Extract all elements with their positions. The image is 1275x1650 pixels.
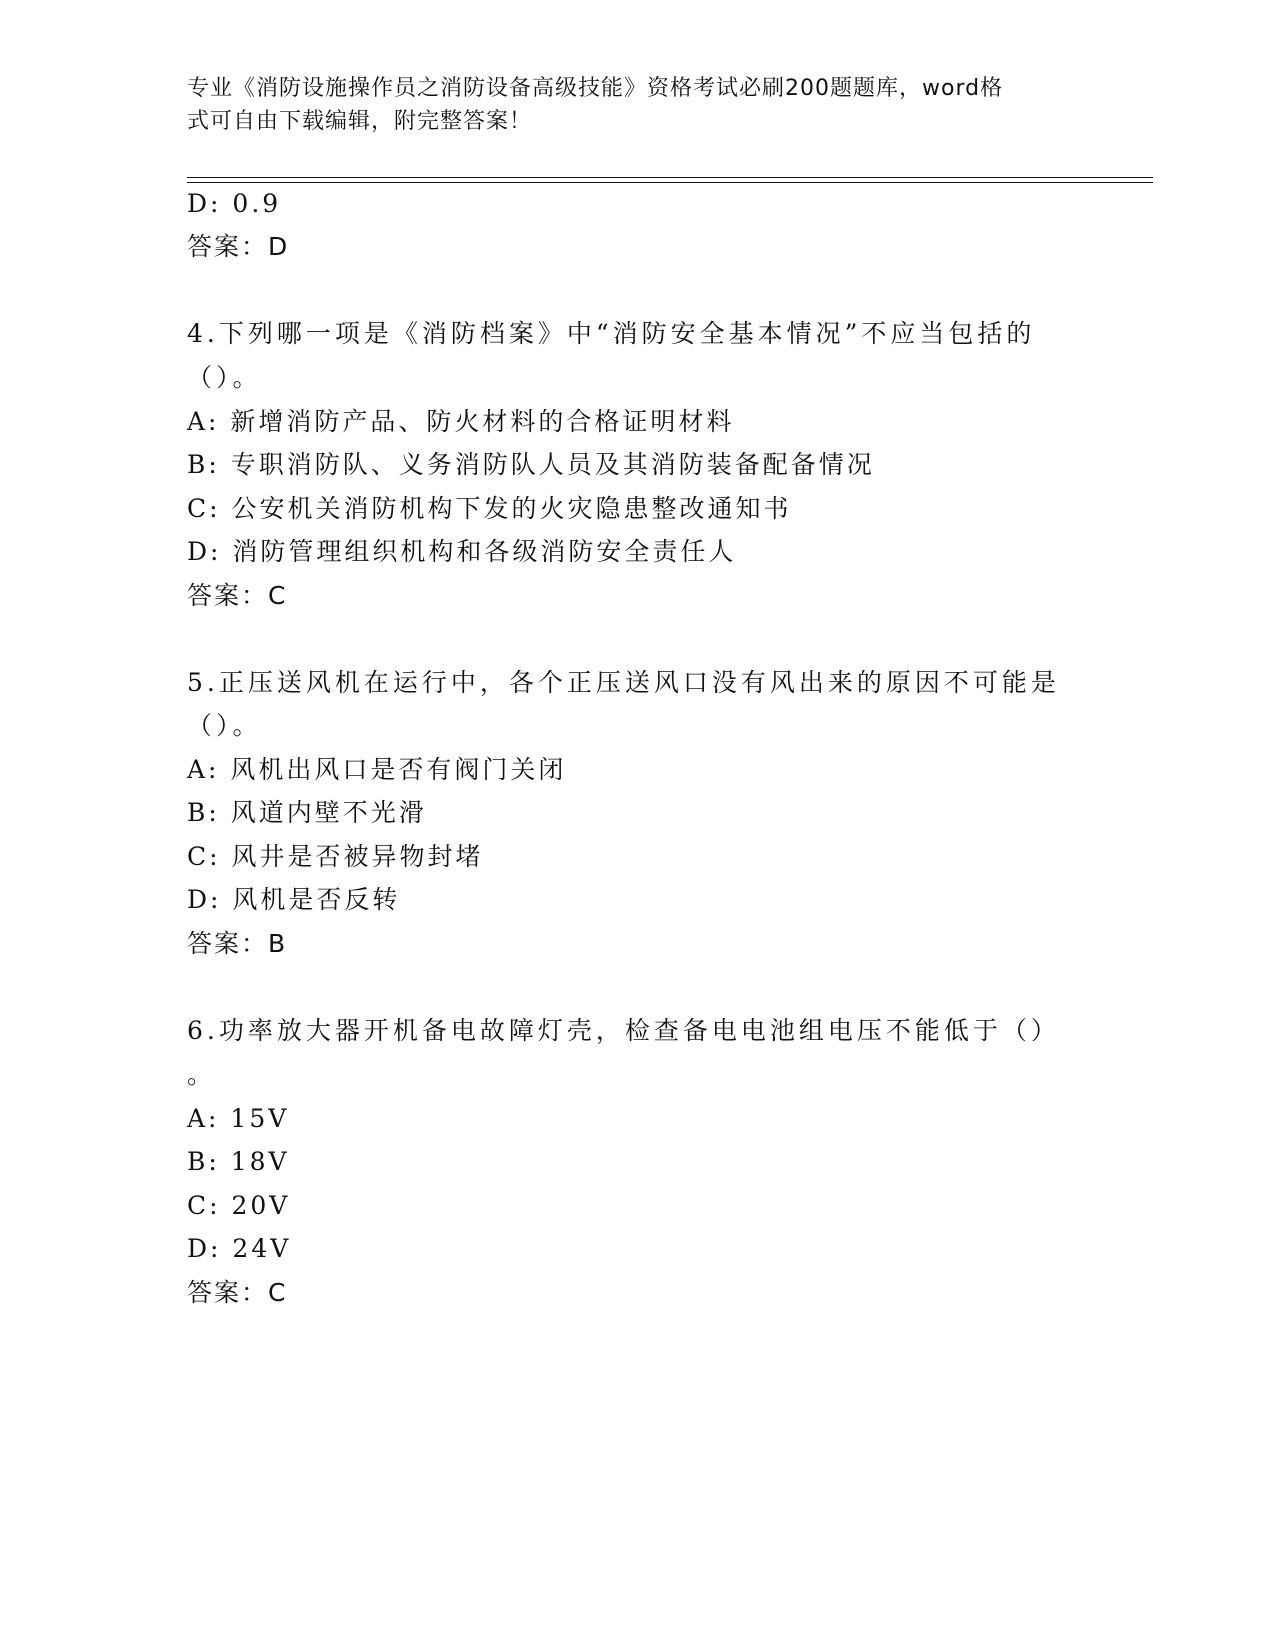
- header-divider-top: [187, 177, 1153, 178]
- prev-option-d: D: 0.9: [187, 189, 282, 218]
- q5-option-a: A: 风机出风口是否有阀门关闭: [187, 755, 567, 784]
- q6-option-b: B: 18V: [187, 1147, 290, 1176]
- q5-stem-line2: （）。: [187, 711, 262, 740]
- q5-option-c: C: 风井是否被异物封堵: [187, 842, 484, 871]
- q5-stem-line1: 5.正压送风机在运行中，各个正压送风口没有风出来的原因不可能是: [187, 668, 1060, 697]
- q6-option-a: A: 15V: [187, 1104, 290, 1133]
- header-title-line1: 专业《消防设施操作员之消防设备高级技能》资格考试必刷200题题库，word格: [187, 76, 1004, 101]
- document-header: [187, 72, 1067, 138]
- q4-stem-line2: （）。: [187, 363, 262, 392]
- q4-option-b: B: 专职消防队、义务消防队人员及其消防装备配备情况: [187, 450, 875, 479]
- q5-option-d: D: 风机是否反转: [187, 885, 401, 914]
- q5-answer: 答案：B: [187, 929, 288, 958]
- q4-option-a: A: 新增消防产品、防火材料的合格证明材料: [187, 407, 735, 436]
- q4-stem-line1: 4.下列哪一项是《消防档案》中“消防安全基本情况”不应当包括的: [187, 319, 1036, 348]
- prev-answer: 答案：D: [187, 232, 290, 261]
- q5-option-b: B: 风道内壁不光滑: [187, 798, 427, 827]
- header-divider-bottom: [187, 182, 1153, 183]
- q6-stem-line2: 。: [187, 1060, 217, 1089]
- q6-option-c: C: 20V: [187, 1191, 291, 1220]
- header-title-line2: 式可自由下载编辑，附完整答案！: [187, 109, 533, 134]
- q4-option-c: C: 公安机关消防机构下发的火灾隐患整改通知书: [187, 494, 792, 523]
- q6-stem-line1: 6.功率放大器开机备电故障灯壳，检查备电电池组电压不能低于（）: [187, 1016, 1060, 1045]
- q4-answer: 答案：C: [187, 581, 288, 610]
- q6-option-d: D: 24V: [187, 1234, 292, 1263]
- q4-option-d: D: 消防管理组织机构和各级消防安全责任人: [187, 537, 737, 566]
- q6-answer: 答案：C: [187, 1278, 288, 1307]
